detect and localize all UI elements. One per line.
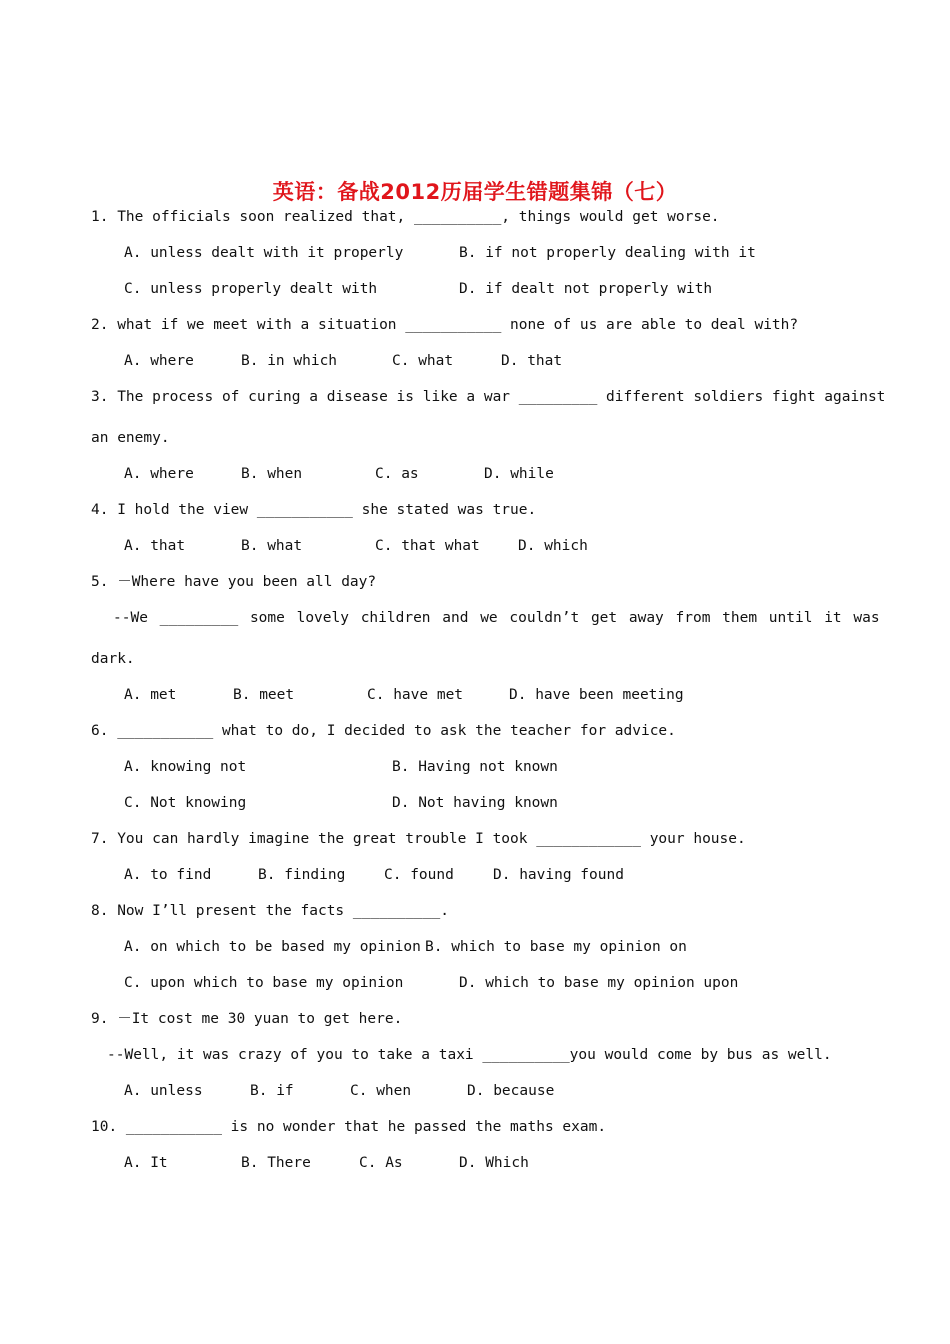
option-b: B. if not properly dealing with it [459, 245, 756, 261]
option-a: A. where [124, 466, 194, 482]
option-d: D. Which [459, 1155, 529, 1171]
option-c: C. found [384, 867, 454, 883]
dialogue-reply-continued: dark. [91, 651, 135, 667]
option-b: B. Having not known [392, 759, 558, 775]
option-b: B. meet [233, 687, 295, 703]
option-a: A. unless [124, 1083, 203, 1099]
option-a: A. unless dealt with it properly [124, 245, 404, 261]
question-stem: 5. －Where have you been all day? [91, 574, 377, 590]
option-c: C. when [350, 1083, 412, 1099]
option-c: C. what [392, 353, 454, 369]
option-d: D. which to base my opinion upon [459, 975, 739, 991]
option-b: B. finding [258, 867, 346, 883]
question-stem: 4. I hold the view ___________ she stated was true. [91, 502, 537, 518]
option-d: D. Not having known [392, 795, 558, 811]
option-a: A. met [124, 687, 177, 703]
option-c: C. As [359, 1155, 403, 1171]
question-stem: 1. The officials soon realized that, __________, things would get worse. [91, 209, 720, 225]
option-d: D. which [518, 538, 588, 554]
question-stem: 2. what if we meet with a situation ___________ none of us are able to deal with? [91, 317, 799, 333]
option-d: D. because [467, 1083, 555, 1099]
option-a: A. to find [124, 867, 212, 883]
question-stem: 10. ___________ is no wonder that he passed the maths exam. [91, 1119, 607, 1135]
option-d: D. having found [493, 867, 624, 883]
option-a: A. It [124, 1155, 168, 1171]
option-d: D. if dealt not properly with [459, 281, 713, 297]
option-c: C. that what [375, 538, 480, 554]
option-d: D. that [501, 353, 563, 369]
question-stem-continued: an enemy. [91, 430, 170, 446]
page-title: 英语：备战2012历届学生错题集锦（七） [272, 180, 678, 204]
option-c: C. upon which to base my opinion [124, 975, 404, 991]
option-b: B. what [241, 538, 303, 554]
question-stem: 8. Now I’ll present the facts __________. [91, 903, 449, 919]
option-b: B. if [250, 1083, 294, 1099]
option-c: C. Not knowing [124, 795, 247, 811]
option-a: A. that [124, 538, 186, 554]
option-b: B. which to base my opinion on [425, 939, 687, 955]
option-a: A. on which to be based my opinion [124, 939, 421, 955]
option-d: D. while [484, 466, 554, 482]
option-b: B. in which [241, 353, 338, 369]
option-a: A. where [124, 353, 194, 369]
question-stem: 9. －It cost me 30 yuan to get here. [91, 1011, 403, 1027]
option-a: A. knowing not [124, 759, 247, 775]
option-b: B. when [241, 466, 303, 482]
option-c: C. as [375, 466, 419, 482]
option-d: D. have been meeting [509, 687, 684, 703]
dialogue-reply: --Well, it was crazy of you to take a taxi __________you would come by bus as well. [107, 1047, 832, 1063]
option-b: B. There [241, 1155, 311, 1171]
option-c: C. unless properly dealt with [124, 281, 378, 297]
question-stem: 3. The process of curing a disease is like a war _________ different soldiers fight against [91, 389, 886, 405]
question-stem: 7. You can hardly imagine the great trouble I took ____________ your house. [91, 831, 746, 847]
dialogue-reply: --We _________ some lovely children and we couldn’t get away from them until it was [113, 610, 880, 626]
question-stem: 6. ___________ what to do, I decided to ask the teacher for advice. [91, 723, 676, 739]
option-c: C. have met [367, 687, 464, 703]
